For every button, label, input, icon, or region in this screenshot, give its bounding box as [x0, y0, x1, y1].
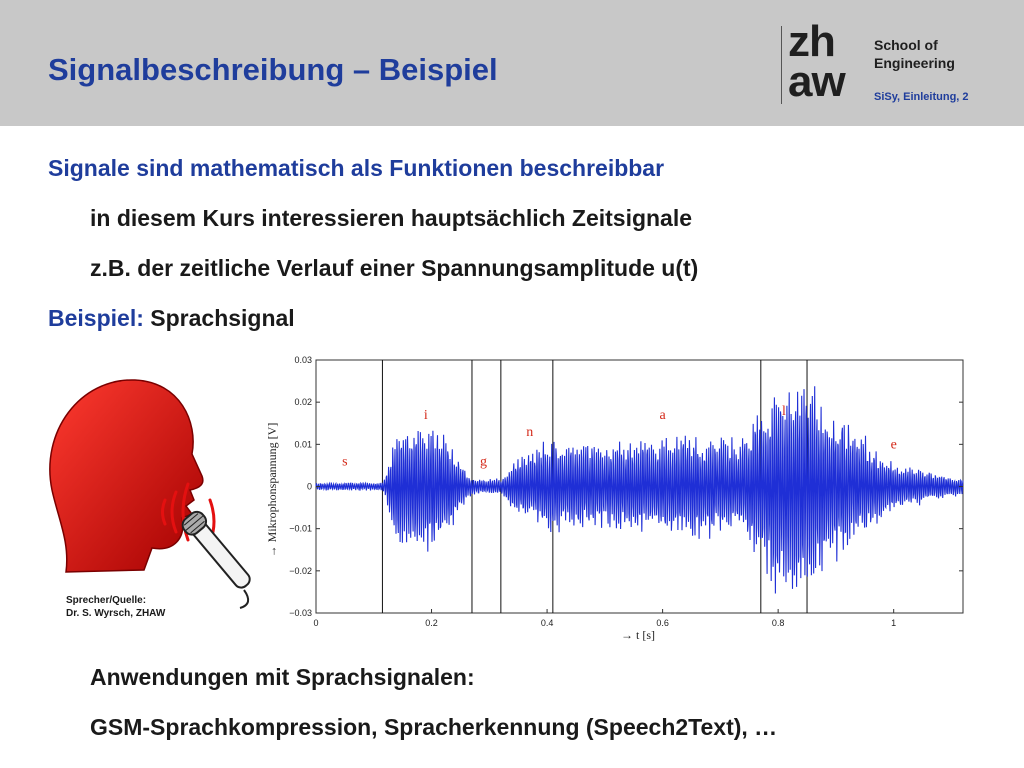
- y-axis-label: → Mikrophonspannung [V]: [265, 422, 279, 558]
- y-tick-label: 0.02: [294, 397, 312, 408]
- slide-reference: SiSy, Einleitung, 2: [874, 91, 969, 103]
- x-axis-label: → t [s]: [621, 628, 655, 642]
- slide-title: Signalbeschreibung – Beispiel: [48, 52, 498, 87]
- school-name: [874, 36, 955, 72]
- example-line: [48, 305, 295, 332]
- head-with-microphone-illustration: [40, 372, 258, 616]
- y-tick-label: 0.03: [294, 355, 312, 365]
- logo-divider: [781, 26, 782, 104]
- phoneme-label-l: l: [781, 403, 786, 419]
- example-value: Sprachsignal: [150, 305, 295, 331]
- source-line-1: Sprecher/Quelle:: [66, 595, 147, 606]
- apps-heading: Anwendungen mit Sprachsignalen:: [90, 664, 475, 690]
- school-line-2: Engineering: [874, 55, 955, 71]
- logo-line-2: aw: [788, 57, 845, 106]
- phoneme-label-s: s: [342, 454, 348, 470]
- speech-signal-chart: [262, 350, 966, 646]
- logo-line-1: zh: [788, 17, 835, 66]
- y-tick-label: −0.01: [289, 523, 312, 534]
- source-credit: [66, 594, 165, 620]
- phoneme-label-a: a: [659, 408, 666, 424]
- zhaw-logo: [788, 17, 845, 106]
- phoneme-label-g: g: [480, 454, 488, 470]
- header-bar: [0, 0, 1024, 126]
- y-tick-label: 0: [306, 481, 312, 492]
- y-tick-label: −0.02: [289, 565, 312, 576]
- x-tick-label: 0.2: [425, 618, 438, 628]
- school-line-1: School of: [874, 37, 938, 53]
- x-tick-label: 0.4: [540, 618, 554, 628]
- y-tick-label: −0.03: [289, 608, 312, 618]
- source-line-2: Dr. S. Wyrsch, ZHAW: [66, 608, 166, 619]
- bullet-sub-1: in diesem Kurs interessieren hauptsächlich Zeitsignale: [90, 205, 693, 231]
- bullet-sub-2: z.B. der zeitliche Verlauf einer Spannungsamplitude u(t): [90, 255, 699, 281]
- x-tick-label: 0.6: [656, 618, 669, 628]
- phoneme-label-n: n: [526, 424, 534, 440]
- y-tick-label: 0.01: [294, 439, 312, 450]
- example-label: Beispiel:: [48, 305, 144, 331]
- x-tick-label: 0.8: [771, 618, 785, 628]
- phoneme-label-e: e: [890, 437, 897, 453]
- apps-text: GSM-Sprachkompression, Spracherkennung (Speech2Text), …: [90, 714, 778, 740]
- x-tick-label: 1: [891, 618, 897, 628]
- phoneme-label-i: i: [423, 408, 428, 424]
- bullet-main: Signale sind mathematisch als Funktionen beschreibbar: [48, 155, 665, 181]
- x-tick-label: 0: [313, 618, 319, 628]
